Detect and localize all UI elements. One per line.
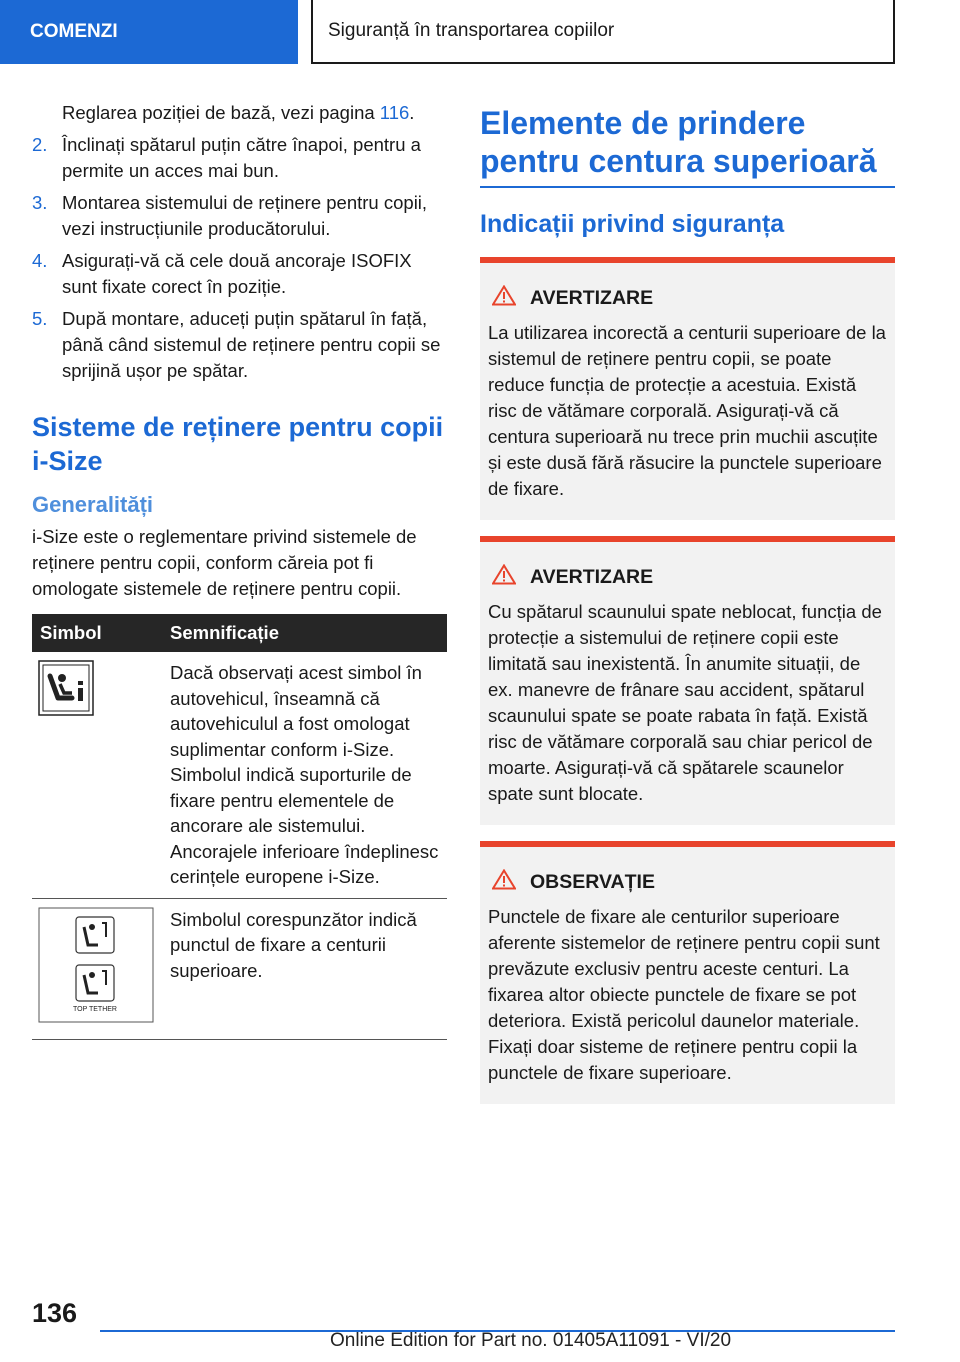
symbol-table bbox=[32, 614, 447, 1040]
meaning-cell: Simbolul corespunzător indică punctul de fixare a centurii superioare. bbox=[162, 898, 447, 1040]
step-item bbox=[32, 248, 447, 300]
chapter-title-box bbox=[311, 0, 895, 64]
warning-triangle-icon bbox=[492, 869, 530, 896]
top-tether-label: TOP TETHER bbox=[73, 1005, 117, 1013]
section-tab[interactable] bbox=[0, 0, 298, 64]
step-text: Asigurați-vă că cele două ancoraje ISOFIX sunt fixate corect în poziție. bbox=[62, 250, 412, 297]
subsection-heading: Generalități bbox=[32, 492, 154, 517]
step-item bbox=[32, 190, 447, 242]
column-header-symbol: Simbol bbox=[32, 614, 162, 652]
warning-text: Cu spătarul scaunului spate neblocat, funcția de protecție a sistemului de reținere copii este limitată sau inexistentă. În anumite situații, de ex. manevre de frânare sau accident, spătarul scaunului spate se poate rabata în față. Există risc de vătămare corporală sau chiar pericol de moarte. Asigurați-vă că spătarele scaunelor spate sunt blocate. bbox=[488, 601, 882, 804]
page-link[interactable]: 116 bbox=[379, 102, 410, 123]
step-text: Montarea sistemului de reținere pentru copii, vezi instrucțiunile producătorului. bbox=[62, 192, 428, 239]
page-number: 136 bbox=[32, 1298, 78, 1328]
warning-box bbox=[480, 536, 895, 825]
intro-paragraph: i-Size este o reglementare privind sistemele de reținere pentru copii, conform căreia pot fi omologate sistemele de reținere pentru copii. bbox=[32, 526, 417, 599]
notice-title: OBSERVAȚIE bbox=[530, 871, 655, 893]
meaning-cell: Dacă observați acest simbol în autovehicul, înseamnă că autovehiculul a fost omologat suplimentar conform i-Size. Simbolul indică suporturile de fixare pentru elementele de ancorare ale sistemului. Ancorajele inferioare îndeplinesc cerințele europene i-Size. bbox=[162, 652, 447, 898]
left-column bbox=[32, 100, 447, 1040]
notice-box bbox=[480, 841, 895, 1104]
footer-edition: Online Edition for Part no. 01405A11091 - VI/20 bbox=[330, 1330, 732, 1351]
step-number: 3. bbox=[32, 192, 48, 213]
section-heading: Sisteme de reținere pentru copii i-Size bbox=[32, 412, 444, 476]
column-header-meaning: Semnificație bbox=[162, 614, 447, 652]
intro-text: Reglarea poziției de bază, vezi pagina bbox=[62, 102, 380, 123]
notice-text: Punctele de fixare ale centurilor superioare aferente sistemelor de reținere pentru copii sunt prevăzute exclusiv pentru aceste centuri. La fixarea altor obiecte punctele de fixare se pot deteriora. Există pericolul daunelor materiale. Fixați doar sisteme de reținere pentru copii la punctele de fixare superioare. bbox=[488, 906, 880, 1083]
intro-suffix: . bbox=[409, 102, 415, 123]
symbol-cell bbox=[32, 652, 162, 898]
isize-seat-icon bbox=[38, 699, 94, 720]
top-tether-icon bbox=[38, 1006, 154, 1027]
step-number: 2. bbox=[32, 134, 48, 155]
warning-text: La utilizarea incorectă a centurii superioare de la sistemul de reținere pentru copii, se poate reduce funcția de protecție a acestuia. Există risc de vătămare corporală. Asigurați-vă că centura superioară nu trece prin muchii ascuțite și este dusă fără răsucire la punctele superioare de fixare. bbox=[488, 322, 886, 499]
step-text: Înclinați spătarul puțin către înapoi, pentru a permite un acces mai bun. bbox=[62, 134, 421, 181]
warning-box bbox=[480, 257, 895, 520]
page-heading: Elemente de prindere pentru centura superioară bbox=[480, 104, 895, 188]
warning-title: AVERTIZARE bbox=[530, 566, 654, 588]
symbol-cell bbox=[32, 898, 162, 1040]
step-number: 5. bbox=[32, 308, 48, 329]
table-row bbox=[32, 652, 447, 898]
table-row bbox=[32, 898, 447, 1040]
table-header-row bbox=[32, 614, 447, 652]
step-number: 4. bbox=[32, 250, 48, 271]
right-column bbox=[480, 100, 895, 1120]
subsection-heading: Indicații privind siguranța bbox=[480, 210, 785, 238]
chapter-title: Siguranță în transportarea copiilor bbox=[328, 20, 615, 41]
step-intro bbox=[32, 100, 447, 126]
step-item bbox=[32, 132, 447, 184]
step-item bbox=[32, 306, 447, 384]
step-text: După montare, aduceți puțin spătarul în față, până când sistemul de reținere pentru copii se sprijină ușor pe spătar. bbox=[62, 308, 441, 381]
section-label: COMENZI bbox=[30, 21, 118, 42]
warning-triangle-icon bbox=[492, 285, 530, 312]
warning-title: AVERTIZARE bbox=[530, 287, 654, 309]
warning-triangle-icon bbox=[492, 564, 530, 591]
